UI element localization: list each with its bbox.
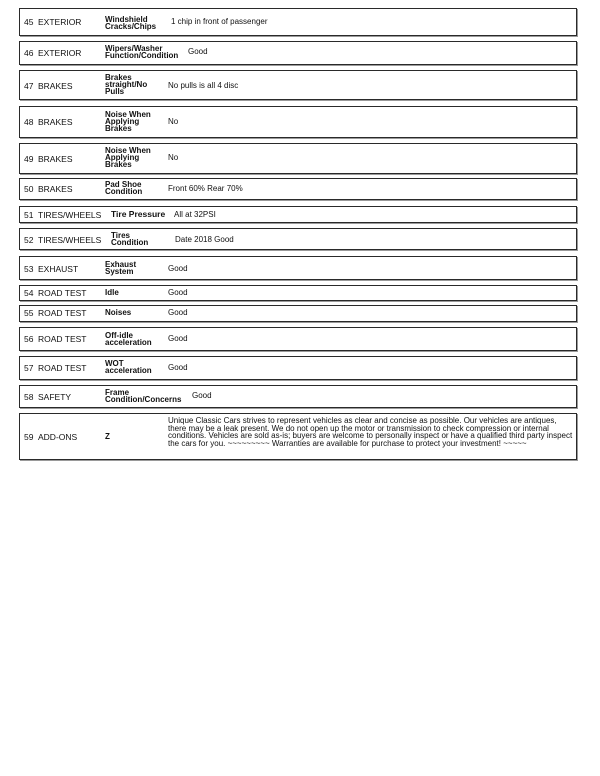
row-number: 57 [24,363,34,373]
row-number: 48 [24,117,34,127]
row-item: Pad Shoe Condition [105,180,143,196]
row-category: ROAD TEST [38,363,87,373]
row-category: ROAD TEST [38,288,87,298]
row-category: EXTERIOR [38,17,82,27]
row-item: Z [105,432,110,441]
row-category: SAFETY [38,392,72,402]
table-row [19,106,577,138]
table-row [19,305,577,322]
row-value: Good [188,47,208,56]
row-number: 51 [24,210,34,220]
row-number: 58 [24,392,34,402]
row-item: Windshield Cracks/Chips [105,15,157,31]
row-value: Date 2018 Good [175,235,234,244]
row-item: Exhaust System [105,260,137,276]
row-value: Good [168,308,188,317]
row-number: 53 [24,264,34,274]
row-value: Good [168,264,188,273]
row-value: Good [192,391,212,400]
row-value: Unique Classic Cars strives to represent vehicles as clear and concise as possible. Our vehicles are antiques, there may be a leak present. We do not open up the motor or transmission to check compression or internal conditions. Vehicles are sold as-is; buyers are welcome to personally inspect or have a qualified third party inspect the cars for you. ~~~~~~~~~ Warranties are available for purchase to protect your investment! ~~~~~ [168,416,573,448]
row-number: 55 [24,308,34,318]
row-number: 54 [24,288,34,298]
row-value: Good [168,288,188,297]
row-category: BRAKES [38,154,73,164]
row-value: 1 chip in front of passenger [171,17,268,26]
row-category: ADD-ONS [38,432,78,442]
table-row [19,41,577,65]
row-number: 50 [24,184,34,194]
row-number: 46 [24,48,34,58]
row-item: Noises [105,308,132,317]
row-category: EXTERIOR [38,48,82,58]
row-category: TIRES/WHEELS [38,210,102,220]
table-row [19,256,577,280]
row-number: 47 [24,81,34,91]
row-item: Tires Condition [111,231,149,247]
row-item: Wipers/Washer Function/Condition [105,44,179,60]
row-value: All at 32PSI [174,210,216,219]
row-item: Idle [105,288,119,297]
row-item: Noise When Applying Brakes [105,110,151,133]
row-value: No pulls is all 4 disc [168,81,239,90]
row-value: Front 60% Rear 70% [168,184,243,193]
row-category: ROAD TEST [38,334,87,344]
table-row [19,327,577,351]
table-row [19,385,577,408]
row-value: No [168,153,179,162]
row-item: Off-idle acceleration [105,331,152,347]
row-item: Noise When Applying Brakes [105,146,151,169]
table-row [19,356,577,380]
row-number: 56 [24,334,34,344]
table-row [19,178,577,200]
row-number: 49 [24,154,34,164]
row-category: ROAD TEST [38,308,87,318]
row-category: BRAKES [38,117,73,127]
row-value: Good [168,334,188,343]
row-category: TIRES/WHEELS [38,235,102,245]
table-row [19,70,577,100]
row-category: BRAKES [38,184,73,194]
row-category: BRAKES [38,81,73,91]
row-item: Tire Pressure [111,209,166,219]
table-row [19,413,577,460]
table-row [19,206,577,223]
table-row [19,285,577,301]
row-item: Frame Condition/Concerns [105,388,182,404]
row-value: No [168,117,179,126]
row-item: WOT acceleration [105,359,152,375]
table-row [19,228,577,250]
row-value: Good [168,363,188,372]
table-row [19,8,577,36]
row-number: 45 [24,17,34,27]
row-category: EXHAUST [38,264,79,274]
row-item: Brakes straight/No Pulls [105,73,148,96]
table-row [19,143,577,174]
row-number: 52 [24,235,34,245]
row-number: 59 [24,432,34,442]
